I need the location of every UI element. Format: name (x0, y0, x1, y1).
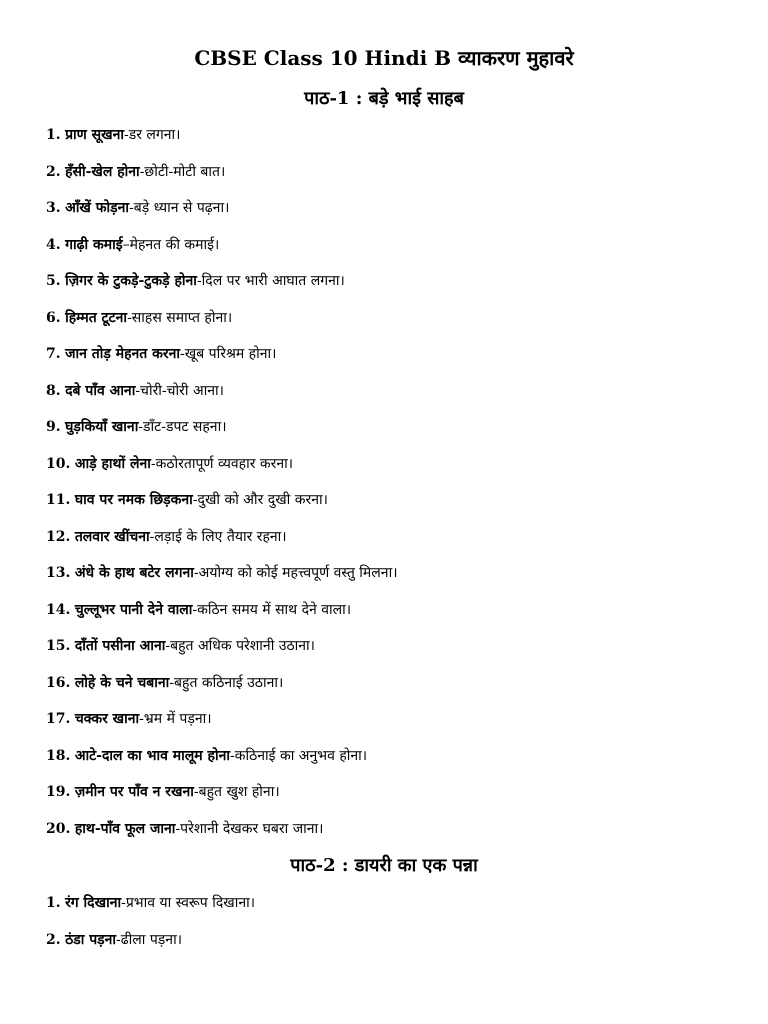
item-number: 9. (46, 419, 61, 435)
idiom-term: तलवार खींचना (74, 528, 150, 545)
item-number: 5. (46, 273, 61, 289)
list-item (46, 819, 746, 856)
idiom-meaning: -बहुत कठिनाई उठाना। (169, 674, 284, 691)
idiom-meaning: -डर लगना। (123, 127, 181, 143)
idiom-meaning: -चोरी-चोरी आना। (135, 382, 224, 399)
idiom-term: लोहे के चने चबाना (74, 674, 170, 691)
idiom-list-1 (46, 125, 746, 855)
idiom-meaning: –मेहनत की कमाई। (122, 236, 220, 253)
idiom-meaning: -बहुत खुश होना। (193, 784, 280, 800)
idiom-meaning: -कठिन समय में साथ देने वाला। (192, 601, 352, 618)
idiom-term: ठंडा पड़ना (65, 931, 117, 948)
idiom-term: प्राण सूखना (65, 127, 124, 143)
list-item (46, 308, 746, 345)
idiom-term: घुड़कियाँ खाना (65, 419, 139, 435)
item-number: 11. (46, 492, 71, 508)
idiom-meaning: -प्रभाव या स्वरूप दिखाना। (121, 895, 256, 911)
idiom-meaning: -बड़े ध्यान से पढ़ना। (129, 200, 230, 216)
item-number: 12. (46, 528, 71, 545)
idiom-term: घाव पर नमक छिड़कना (74, 492, 193, 508)
list-item (46, 381, 746, 418)
item-number: 4. (46, 236, 61, 253)
item-number: 15. (46, 638, 71, 654)
item-number: 10. (46, 455, 71, 472)
idiom-meaning: -दिल पर भारी आघात लगना। (196, 273, 345, 289)
list-item (46, 636, 746, 673)
section-heading-1: पाठ-1 : बड़े भाई साहब (304, 88, 464, 109)
item-number: 1. (46, 127, 61, 143)
idiom-meaning: -ढीला पड़ना। (116, 931, 182, 948)
item-number: 19. (46, 784, 71, 800)
idiom-meaning: -परेशानी देखकर घबरा जाना। (175, 820, 324, 837)
list-item (46, 490, 746, 527)
list-item (46, 198, 746, 235)
idiom-term: हिम्मत टूटना (65, 309, 128, 326)
item-number: 3. (46, 200, 61, 216)
item-number: 17. (46, 711, 71, 727)
item-number: 7. (46, 346, 61, 362)
idiom-meaning: -खूब परिश्रम होना। (180, 346, 277, 362)
item-number: 6. (46, 309, 61, 326)
item-number: 18. (46, 747, 71, 764)
idiom-term: रंग दिखाना (65, 895, 122, 911)
idiom-term: जान तोड़ मेहनत करना (65, 346, 181, 362)
document-title: CBSE Class 10 Hindi B व्याकरण मुहावरे (194, 46, 574, 70)
list-item (46, 162, 746, 199)
list-item (46, 454, 746, 491)
item-number: 20. (46, 820, 71, 837)
idiom-meaning: -साहस समाप्त होना। (127, 309, 233, 326)
section-heading-2: पाठ-2 : डायरी का एक पन्ना (290, 855, 478, 876)
list-item (46, 782, 746, 819)
list-item (46, 417, 746, 454)
list-item (46, 673, 746, 710)
list-item (46, 563, 746, 600)
list-item (46, 527, 746, 564)
list-item (46, 709, 746, 746)
list-item (46, 344, 746, 381)
idiom-term: दबे पाँव आना (65, 382, 136, 399)
idiom-meaning: -अयोग्य को कोई महत्त्वपूर्ण वस्तु मिलना। (193, 565, 398, 581)
list-item (46, 235, 746, 272)
idiom-term: अंधे के हाथ बटेर लगना (74, 565, 194, 581)
item-number: 1. (46, 895, 61, 911)
idiom-meaning: -लड़ाई के लिए तैयार रहना। (149, 528, 287, 545)
item-number: 2. (46, 931, 61, 948)
idiom-meaning: -दुखी को और दुखी करना। (192, 492, 328, 508)
item-number: 8. (46, 382, 61, 399)
idiom-term: दाँतों पसीना आना (74, 638, 166, 654)
list-item (46, 271, 746, 308)
list-item (46, 600, 746, 637)
idiom-meaning: -डाँट-डपट सहना। (138, 419, 227, 435)
list-item (46, 746, 746, 783)
idiom-term: चक्कर खाना (74, 711, 140, 727)
idiom-list-2 (46, 893, 746, 966)
idiom-term: आटे-दाल का भाव मालूम होना (74, 747, 230, 764)
idiom-meaning: -भ्रम में पड़ना। (139, 711, 212, 727)
idiom-term: चुल्लूभर पानी देने वाला (74, 601, 193, 618)
idiom-term: आड़े हाथों लेना (74, 455, 151, 472)
idiom-meaning: -कठिनाई का अनुभव होना। (229, 747, 368, 764)
idiom-term: गाढ़ी कमाई (65, 236, 123, 253)
list-item (46, 125, 746, 162)
idiom-term: ज़मीन पर पाँव न रखना (74, 784, 194, 800)
item-number: 14. (46, 601, 71, 618)
item-number: 13. (46, 565, 71, 581)
item-number: 16. (46, 674, 71, 691)
idiom-meaning: -छोटी-मोटी बात। (139, 163, 226, 180)
idiom-term: हाथ-पाँव फूल जाना (74, 820, 176, 837)
idiom-meaning: -बहुत अधिक परेशानी उठाना। (165, 638, 315, 654)
idiom-term: ज़िगर के टुकड़े-टुकड़े होना (65, 273, 197, 289)
idiom-term: हँसी-खेल होना (65, 163, 140, 180)
idiom-meaning: -कठोरतापूर्ण व्यवहार करना। (150, 455, 294, 472)
list-item (46, 930, 746, 967)
item-number: 2. (46, 163, 61, 180)
list-item (46, 893, 746, 930)
idiom-term: आँखें फोड़ना (65, 200, 130, 216)
